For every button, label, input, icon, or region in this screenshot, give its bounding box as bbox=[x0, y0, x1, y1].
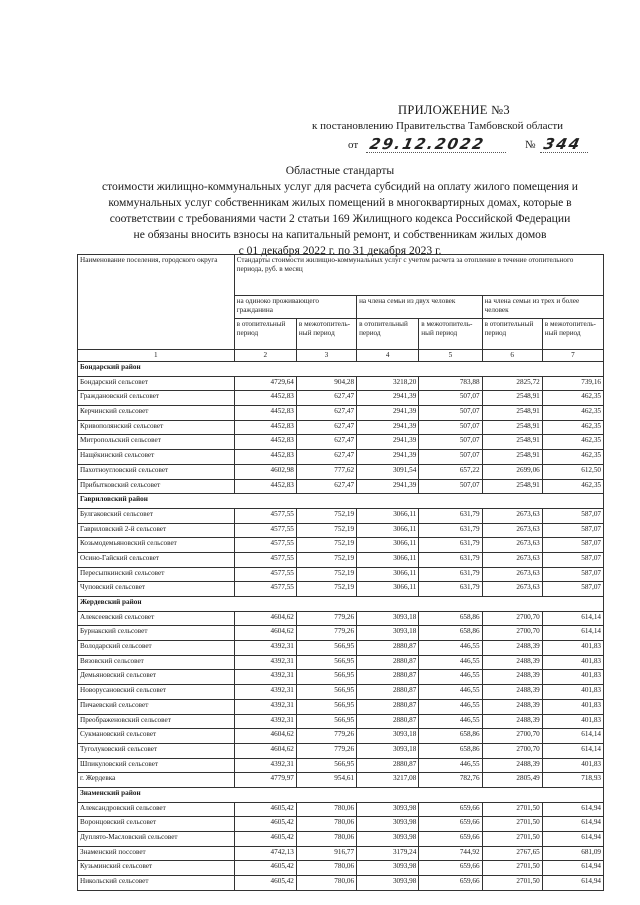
value-cell: 2941,39 bbox=[357, 450, 419, 465]
value-cell: 4577,55 bbox=[234, 523, 296, 538]
period-heating-header: в отопительный период bbox=[482, 319, 542, 350]
value-cell: 4577,55 bbox=[234, 567, 296, 582]
region-name: Знаменский район bbox=[78, 787, 604, 802]
settlement-name: Бондарский сельсовет bbox=[78, 376, 235, 391]
title-line: стоимости жилищно-коммунальных услуг для расчета субсидий на оплату жилого помещения и bbox=[102, 180, 578, 194]
value-cell: 718,93 bbox=[542, 773, 603, 788]
table-row bbox=[78, 538, 604, 553]
value-cell: 2700,70 bbox=[482, 611, 542, 626]
value-cell: 2701,50 bbox=[482, 802, 542, 817]
value-cell: 566,95 bbox=[296, 699, 356, 714]
value-cell: 4604,62 bbox=[234, 743, 296, 758]
value-cell: 4392,31 bbox=[234, 699, 296, 714]
table-row bbox=[78, 626, 604, 641]
value-cell: 4392,31 bbox=[234, 758, 296, 773]
value-cell: 612,50 bbox=[542, 464, 603, 479]
value-cell: 2699,06 bbox=[482, 464, 542, 479]
table-row bbox=[78, 464, 604, 479]
value-cell: 4742,13 bbox=[234, 846, 296, 861]
value-cell: 627,47 bbox=[296, 391, 356, 406]
table-row bbox=[78, 420, 604, 435]
value-cell: 627,47 bbox=[296, 420, 356, 435]
value-cell: 401,83 bbox=[542, 655, 603, 670]
column-number: 1 bbox=[78, 350, 235, 362]
value-cell: 2700,70 bbox=[482, 729, 542, 744]
value-cell: 462,35 bbox=[542, 479, 603, 494]
value-cell: 3093,18 bbox=[357, 626, 419, 641]
value-cell: 401,83 bbox=[542, 714, 603, 729]
settlement-name: Керчинский сельсовет bbox=[78, 406, 235, 421]
value-cell: 627,47 bbox=[296, 406, 356, 421]
value-cell: 4452,83 bbox=[234, 420, 296, 435]
settlement-name: Пичаевский сельсовет bbox=[78, 699, 235, 714]
value-cell: 446,55 bbox=[419, 655, 482, 670]
value-cell: 681,09 bbox=[542, 846, 603, 861]
value-cell: 566,95 bbox=[296, 655, 356, 670]
document-title bbox=[60, 163, 620, 260]
value-cell: 2488,39 bbox=[482, 714, 542, 729]
settlement-name: Сукмановский сельсовет bbox=[78, 729, 235, 744]
value-cell: 780,06 bbox=[296, 861, 356, 876]
number-label: № bbox=[525, 139, 536, 151]
settlement-name: Преображеновский сельсовет bbox=[78, 714, 235, 729]
value-cell: 2488,39 bbox=[482, 758, 542, 773]
value-cell: 779,26 bbox=[296, 729, 356, 744]
title-line: с 01 декабря 2022 г. по 31 декабря 2023 г. bbox=[238, 244, 442, 258]
standards-table bbox=[77, 254, 604, 891]
value-cell: 587,07 bbox=[542, 552, 603, 567]
value-cell: 3093,98 bbox=[357, 832, 419, 847]
period-heating-header: в отопительный период bbox=[234, 319, 296, 350]
date-underline bbox=[366, 152, 506, 153]
value-cell: 2673,63 bbox=[482, 523, 542, 538]
table-row bbox=[78, 714, 604, 729]
value-cell: 2673,63 bbox=[482, 508, 542, 523]
value-cell: 587,07 bbox=[542, 523, 603, 538]
value-cell: 2880,87 bbox=[357, 685, 419, 700]
value-cell: 462,35 bbox=[542, 420, 603, 435]
table-row bbox=[78, 832, 604, 847]
value-cell: 4452,83 bbox=[234, 479, 296, 494]
value-cell: 631,79 bbox=[419, 567, 482, 582]
title-line: не обязаны вносить взносы на капитальный ремонт, и собственникам жилых домов bbox=[133, 228, 547, 242]
number-underline bbox=[540, 152, 588, 153]
table-row bbox=[78, 743, 604, 758]
settlement-name: Шпикуловский сельсовет bbox=[78, 758, 235, 773]
value-cell: 2941,39 bbox=[357, 420, 419, 435]
value-cell: 2548,91 bbox=[482, 435, 542, 450]
value-cell: 2700,70 bbox=[482, 743, 542, 758]
value-cell: 659,66 bbox=[419, 832, 482, 847]
value-cell: 4392,31 bbox=[234, 670, 296, 685]
value-cell: 4602,98 bbox=[234, 464, 296, 479]
value-cell: 3066,11 bbox=[357, 567, 419, 582]
value-cell: 446,55 bbox=[419, 714, 482, 729]
value-cell: 4577,55 bbox=[234, 552, 296, 567]
value-cell: 587,07 bbox=[542, 538, 603, 553]
value-cell: 4452,83 bbox=[234, 435, 296, 450]
settlement-name: Граждановский сельсовет bbox=[78, 391, 235, 406]
table-row bbox=[78, 758, 604, 773]
table-row bbox=[78, 685, 604, 700]
value-cell: 614,14 bbox=[542, 626, 603, 641]
settlement-name: Алексеевский сельсовет bbox=[78, 611, 235, 626]
value-cell: 507,07 bbox=[419, 391, 482, 406]
value-cell: 2488,39 bbox=[482, 685, 542, 700]
table-row bbox=[78, 523, 604, 538]
value-cell: 4605,42 bbox=[234, 876, 296, 891]
value-cell: 507,07 bbox=[419, 420, 482, 435]
value-cell: 3218,20 bbox=[357, 376, 419, 391]
value-cell: 3066,11 bbox=[357, 508, 419, 523]
table-row bbox=[78, 376, 604, 391]
table-row bbox=[78, 846, 604, 861]
settlement-name: Александровский сельсовет bbox=[78, 802, 235, 817]
settlement-name: Митропольский сельсовет bbox=[78, 435, 235, 450]
value-cell: 614,94 bbox=[542, 817, 603, 832]
table-row bbox=[78, 611, 604, 626]
value-cell: 4452,83 bbox=[234, 406, 296, 421]
value-cell: 752,19 bbox=[296, 567, 356, 582]
value-cell: 566,95 bbox=[296, 758, 356, 773]
value-cell: 2880,87 bbox=[357, 714, 419, 729]
value-cell: 566,95 bbox=[296, 685, 356, 700]
value-cell: 659,66 bbox=[419, 817, 482, 832]
value-cell: 566,95 bbox=[296, 641, 356, 656]
value-cell: 614,94 bbox=[542, 876, 603, 891]
value-cell: 783,88 bbox=[419, 376, 482, 391]
value-cell: 507,07 bbox=[419, 435, 482, 450]
value-cell: 780,06 bbox=[296, 802, 356, 817]
value-cell: 3093,98 bbox=[357, 817, 419, 832]
settlement-name: Демьяновский сельсовет bbox=[78, 670, 235, 685]
table-row bbox=[78, 479, 604, 494]
value-cell: 631,79 bbox=[419, 523, 482, 538]
region-row bbox=[78, 787, 604, 802]
value-cell: 4452,83 bbox=[234, 450, 296, 465]
value-cell: 4392,31 bbox=[234, 641, 296, 656]
value-cell: 779,26 bbox=[296, 743, 356, 758]
col-name-header: Наименование поселения, городского округа bbox=[78, 255, 235, 350]
region-name: Гавриловский район bbox=[78, 494, 604, 509]
value-cell: 2825,72 bbox=[482, 376, 542, 391]
value-cell: 752,19 bbox=[296, 523, 356, 538]
region-row bbox=[78, 597, 604, 612]
table-row bbox=[78, 391, 604, 406]
value-cell: 659,66 bbox=[419, 876, 482, 891]
value-cell: 614,94 bbox=[542, 802, 603, 817]
region-row bbox=[78, 362, 604, 377]
table-row bbox=[78, 861, 604, 876]
value-cell: 752,19 bbox=[296, 582, 356, 597]
value-cell: 752,19 bbox=[296, 508, 356, 523]
value-cell: 916,77 bbox=[296, 846, 356, 861]
settlement-name: Кузьминский сельсовет bbox=[78, 861, 235, 876]
value-cell: 462,35 bbox=[542, 435, 603, 450]
settlement-name: Бурнакский сельсовет bbox=[78, 626, 235, 641]
value-cell: 2880,87 bbox=[357, 758, 419, 773]
title-line: соответствии с требованиями части 2 статьи 169 Жилищного кодекса Российской Федерации bbox=[109, 212, 571, 226]
value-cell: 2880,87 bbox=[357, 699, 419, 714]
value-cell: 462,35 bbox=[542, 391, 603, 406]
settlement-name: г. Жердевка bbox=[78, 773, 235, 788]
settlement-name: Никольский сельсовет bbox=[78, 876, 235, 891]
value-cell: 627,47 bbox=[296, 479, 356, 494]
value-cell: 401,83 bbox=[542, 699, 603, 714]
value-cell: 3093,98 bbox=[357, 861, 419, 876]
settlement-name: Козьмодемьяновский сельсовет bbox=[78, 538, 235, 553]
value-cell: 614,94 bbox=[542, 832, 603, 847]
value-cell: 566,95 bbox=[296, 714, 356, 729]
table-row bbox=[78, 552, 604, 567]
settlement-name: Пересыпкинский сельсовет bbox=[78, 567, 235, 582]
settlement-name: Кривополянский сельсовет bbox=[78, 420, 235, 435]
value-cell: 4452,83 bbox=[234, 391, 296, 406]
value-cell: 782,76 bbox=[419, 773, 482, 788]
value-cell: 587,07 bbox=[542, 508, 603, 523]
value-cell: 744,92 bbox=[419, 846, 482, 861]
value-cell: 3093,18 bbox=[357, 611, 419, 626]
value-cell: 752,19 bbox=[296, 538, 356, 553]
value-cell: 3066,11 bbox=[357, 552, 419, 567]
value-cell: 4779,97 bbox=[234, 773, 296, 788]
period-between-header: в межотопитель-ный период bbox=[542, 319, 603, 350]
table-row bbox=[78, 699, 604, 714]
group-header: Стандарты стоимости жилищно-коммунальных услуг с учетом расчета за отопление в течение отопительного периода, руб. в месяц bbox=[234, 255, 603, 296]
column-number: 6 bbox=[482, 350, 542, 362]
table-row bbox=[78, 582, 604, 597]
table-row bbox=[78, 817, 604, 832]
settlement-name: Пахотноугловский сельсовет bbox=[78, 464, 235, 479]
table-row bbox=[78, 773, 604, 788]
table-row bbox=[78, 508, 604, 523]
value-cell: 2941,39 bbox=[357, 435, 419, 450]
value-cell: 4392,31 bbox=[234, 655, 296, 670]
settlement-name: Володарский сельсовет bbox=[78, 641, 235, 656]
value-cell: 2880,87 bbox=[357, 655, 419, 670]
settlement-name: Гавриловский 2-й сельсовет bbox=[78, 523, 235, 538]
value-cell: 2701,50 bbox=[482, 817, 542, 832]
value-cell: 2880,87 bbox=[357, 641, 419, 656]
value-cell: 2548,91 bbox=[482, 479, 542, 494]
settlement-name: Туголуковский сельсовет bbox=[78, 743, 235, 758]
value-cell: 446,55 bbox=[419, 685, 482, 700]
value-cell: 401,83 bbox=[542, 758, 603, 773]
value-cell: 446,55 bbox=[419, 670, 482, 685]
value-cell: 2941,39 bbox=[357, 479, 419, 494]
value-cell: 4729,64 bbox=[234, 376, 296, 391]
appendix-heading: ПРИЛОЖЕНИЕ №3 bbox=[398, 103, 510, 117]
region-name: Жердевский район bbox=[78, 597, 604, 612]
value-cell: 3093,18 bbox=[357, 729, 419, 744]
value-cell: 3217,08 bbox=[357, 773, 419, 788]
value-cell: 2700,70 bbox=[482, 626, 542, 641]
settlement-name: Новорусановский сельсовет bbox=[78, 685, 235, 700]
table-row bbox=[78, 802, 604, 817]
value-cell: 2548,91 bbox=[482, 450, 542, 465]
settlement-name: Прибытковский сельсовет bbox=[78, 479, 235, 494]
value-cell: 627,47 bbox=[296, 450, 356, 465]
settlement-name: Чуповский сельсовет bbox=[78, 582, 235, 597]
value-cell: 659,66 bbox=[419, 861, 482, 876]
value-cell: 658,86 bbox=[419, 626, 482, 641]
value-cell: 779,26 bbox=[296, 626, 356, 641]
value-cell: 777,62 bbox=[296, 464, 356, 479]
settlement-name: Воронцовский сельсовет bbox=[78, 817, 235, 832]
sub-header-two: на члена семьи из двух человек bbox=[357, 296, 483, 319]
value-cell: 401,83 bbox=[542, 685, 603, 700]
value-cell: 507,07 bbox=[419, 479, 482, 494]
value-cell: 587,07 bbox=[542, 567, 603, 582]
column-number: 4 bbox=[357, 350, 419, 362]
settlement-name: Дуплято-Масловский сельсовет bbox=[78, 832, 235, 847]
value-cell: 4604,62 bbox=[234, 611, 296, 626]
value-cell: 446,55 bbox=[419, 758, 482, 773]
value-cell: 4392,31 bbox=[234, 685, 296, 700]
value-cell: 4605,42 bbox=[234, 802, 296, 817]
value-cell: 2673,63 bbox=[482, 538, 542, 553]
settlement-name: Вязовский сельсовет bbox=[78, 655, 235, 670]
value-cell: 3066,11 bbox=[357, 523, 419, 538]
value-cell: 2767,65 bbox=[482, 846, 542, 861]
value-cell: 2488,39 bbox=[482, 670, 542, 685]
signature-line bbox=[348, 135, 584, 153]
value-cell: 2805,49 bbox=[482, 773, 542, 788]
value-cell: 566,95 bbox=[296, 670, 356, 685]
value-cell: 3179,24 bbox=[357, 846, 419, 861]
value-cell: 3093,98 bbox=[357, 802, 419, 817]
value-cell: 2673,63 bbox=[482, 582, 542, 597]
value-cell: 2701,50 bbox=[482, 861, 542, 876]
value-cell: 614,94 bbox=[542, 861, 603, 876]
value-cell: 2488,39 bbox=[482, 655, 542, 670]
value-cell: 3066,11 bbox=[357, 582, 419, 597]
table-row bbox=[78, 435, 604, 450]
value-cell: 779,26 bbox=[296, 611, 356, 626]
value-cell: 739,16 bbox=[542, 376, 603, 391]
value-cell: 752,19 bbox=[296, 552, 356, 567]
value-cell: 4604,62 bbox=[234, 626, 296, 641]
value-cell: 627,47 bbox=[296, 435, 356, 450]
value-cell: 4604,62 bbox=[234, 729, 296, 744]
settlement-name: Знаменский поссовет bbox=[78, 846, 235, 861]
value-cell: 614,14 bbox=[542, 729, 603, 744]
value-cell: 3093,98 bbox=[357, 876, 419, 891]
value-cell: 780,06 bbox=[296, 817, 356, 832]
value-cell: 587,07 bbox=[542, 582, 603, 597]
value-cell: 401,83 bbox=[542, 641, 603, 656]
from-label: от bbox=[348, 139, 359, 151]
value-cell: 3066,11 bbox=[357, 538, 419, 553]
table-row bbox=[78, 655, 604, 670]
settlement-name: Булгаковский сельсовет bbox=[78, 508, 235, 523]
value-cell: 2488,39 bbox=[482, 699, 542, 714]
table-row bbox=[78, 876, 604, 891]
sub-header-single: на одиноко проживающего гражданина bbox=[234, 296, 356, 319]
value-cell: 462,35 bbox=[542, 450, 603, 465]
table-row bbox=[78, 641, 604, 656]
handwritten-date: 29.12.2022 bbox=[368, 135, 487, 153]
settlement-name: Осино-Гайский сельсовет bbox=[78, 552, 235, 567]
region-name: Бондарский район bbox=[78, 362, 604, 377]
value-cell: 2673,63 bbox=[482, 552, 542, 567]
title-line: Областные стандарты bbox=[285, 164, 395, 177]
value-cell: 2880,87 bbox=[357, 670, 419, 685]
value-cell: 507,07 bbox=[419, 450, 482, 465]
table-row bbox=[78, 670, 604, 685]
value-cell: 614,14 bbox=[542, 743, 603, 758]
value-cell: 631,79 bbox=[419, 508, 482, 523]
value-cell: 904,28 bbox=[296, 376, 356, 391]
value-cell: 631,79 bbox=[419, 552, 482, 567]
value-cell: 954,61 bbox=[296, 773, 356, 788]
value-cell: 4392,31 bbox=[234, 714, 296, 729]
value-cell: 2548,91 bbox=[482, 420, 542, 435]
value-cell: 446,55 bbox=[419, 699, 482, 714]
value-cell: 4577,55 bbox=[234, 582, 296, 597]
value-cell: 2701,50 bbox=[482, 876, 542, 891]
period-heating-header: в отопительный период bbox=[357, 319, 419, 350]
value-cell: 4605,42 bbox=[234, 861, 296, 876]
value-cell: 2941,39 bbox=[357, 406, 419, 421]
column-number: 7 bbox=[542, 350, 603, 362]
value-cell: 507,07 bbox=[419, 406, 482, 421]
value-cell: 780,06 bbox=[296, 832, 356, 847]
value-cell: 4577,55 bbox=[234, 538, 296, 553]
value-cell: 631,79 bbox=[419, 538, 482, 553]
region-row bbox=[78, 494, 604, 509]
value-cell: 658,86 bbox=[419, 729, 482, 744]
table-row bbox=[78, 450, 604, 465]
column-number: 3 bbox=[296, 350, 356, 362]
settlement-name: Нащёкинский сельсовет bbox=[78, 450, 235, 465]
value-cell: 4605,42 bbox=[234, 817, 296, 832]
resolution-reference: к постановлению Правительства Тамбовской области bbox=[312, 120, 564, 132]
period-between-header: в межотопитель-ный период bbox=[296, 319, 356, 350]
value-cell: 2548,91 bbox=[482, 406, 542, 421]
sub-header-three: на члена семьи из трех и более человек bbox=[482, 296, 603, 319]
value-cell: 659,66 bbox=[419, 802, 482, 817]
title-line: коммунальных услуг собственникам жилых помещений в многоквартирных домах, которые в bbox=[108, 196, 572, 210]
value-cell: 3091,54 bbox=[357, 464, 419, 479]
value-cell: 2701,50 bbox=[482, 832, 542, 847]
column-number: 2 bbox=[234, 350, 296, 362]
value-cell: 2941,39 bbox=[357, 391, 419, 406]
value-cell: 2673,63 bbox=[482, 567, 542, 582]
value-cell: 2548,91 bbox=[482, 391, 542, 406]
value-cell: 658,86 bbox=[419, 743, 482, 758]
value-cell: 780,06 bbox=[296, 876, 356, 891]
value-cell: 4577,55 bbox=[234, 508, 296, 523]
value-cell: 401,83 bbox=[542, 670, 603, 685]
value-cell: 446,55 bbox=[419, 641, 482, 656]
value-cell: 658,86 bbox=[419, 611, 482, 626]
value-cell: 631,79 bbox=[419, 582, 482, 597]
handwritten-number: 344 bbox=[542, 135, 584, 153]
value-cell: 2488,39 bbox=[482, 641, 542, 656]
value-cell: 4605,42 bbox=[234, 832, 296, 847]
table-row bbox=[78, 406, 604, 421]
table-row bbox=[78, 729, 604, 744]
value-cell: 657,22 bbox=[419, 464, 482, 479]
table-row bbox=[78, 567, 604, 582]
value-cell: 3093,18 bbox=[357, 743, 419, 758]
period-between-header: в межотопитель-ный период bbox=[419, 319, 482, 350]
value-cell: 614,14 bbox=[542, 611, 603, 626]
column-number: 5 bbox=[419, 350, 482, 362]
value-cell: 462,35 bbox=[542, 406, 603, 421]
